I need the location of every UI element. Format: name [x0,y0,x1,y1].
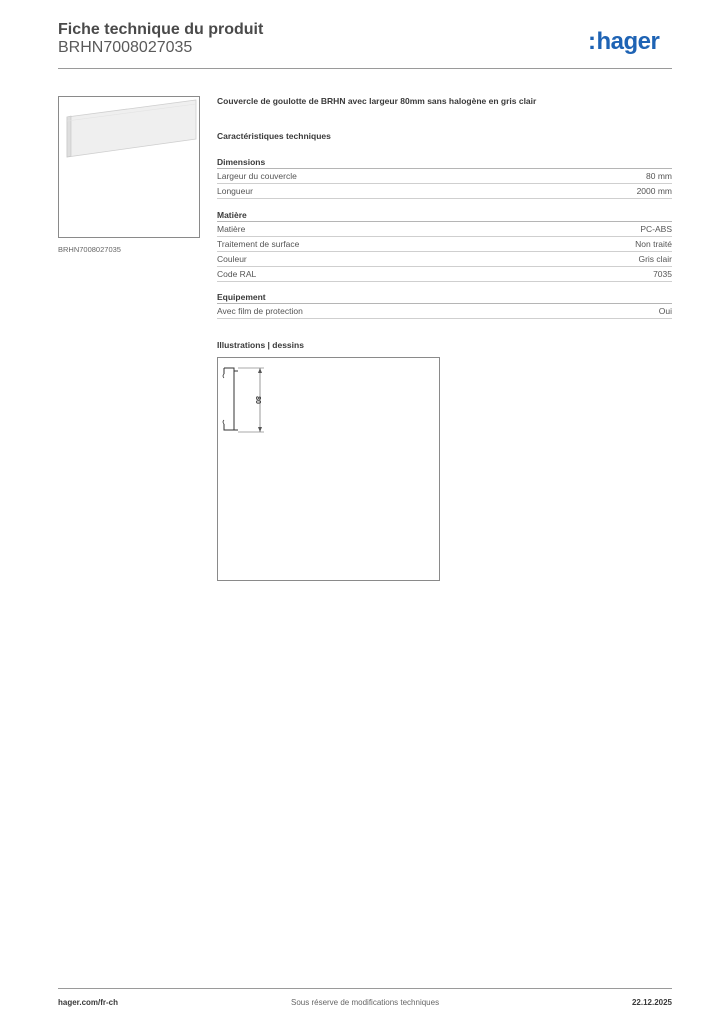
illustrations-heading: Illustrations | dessins [217,340,304,350]
row-label: Code RAL [217,269,257,279]
cross-section-drawing [218,358,439,580]
tech-characteristics-heading: Caractéristiques techniques [217,131,331,141]
table-row [217,184,672,199]
section-title: Dimensions [217,156,672,169]
section-title: Equipement [217,291,672,304]
row-value: Non traité [635,239,672,249]
product-image-caption: BRHN7008027035 [58,245,121,254]
footer-date: 22.12.2025 [631,998,672,1007]
page-title: Fiche technique du produit [58,21,264,38]
footer-website-link[interactable]: hager.com/fr-ch [58,998,119,1007]
row-label: Couleur [217,254,247,264]
product-image [58,96,200,238]
row-value: 7035 [653,269,672,279]
row-value: Gris clair [638,254,672,264]
section-matiere [217,209,672,282]
footer-notice: Sous réserve de modifications techniques [291,998,440,1007]
product-description: Couvercle de goulotte de BRHN avec largeur 80mm sans halogène en gris clair [217,96,537,106]
logo-text: hager [596,28,660,55]
row-label: Avec film de protection [217,306,303,316]
row-value: 2000 mm [636,186,672,196]
hager-logo[interactable]: :hager [588,28,660,55]
illustration-drawing [217,357,440,581]
dimension-label: 80 [254,396,261,404]
row-label: Largeur du couvercle [217,171,297,181]
table-row [217,222,672,237]
table-row [217,304,672,319]
section-title: Matière [217,209,672,222]
cover-illustration [59,97,199,237]
row-label: Traitement de surface [217,239,300,249]
row-label: Matière [217,224,246,234]
row-value: Oui [658,306,672,316]
table-row [217,169,672,184]
footer-divider [58,988,672,989]
product-reference: BRHN7008027035 [58,39,193,56]
header-divider [58,68,672,69]
row-value: 80 mm [646,171,672,181]
section-equipement [217,291,672,319]
table-row [217,237,672,252]
table-row [217,267,672,282]
section-dimensions [217,156,672,199]
row-label: Longueur [217,186,253,196]
table-row [217,252,672,267]
row-value: PC-ABS [640,224,672,234]
